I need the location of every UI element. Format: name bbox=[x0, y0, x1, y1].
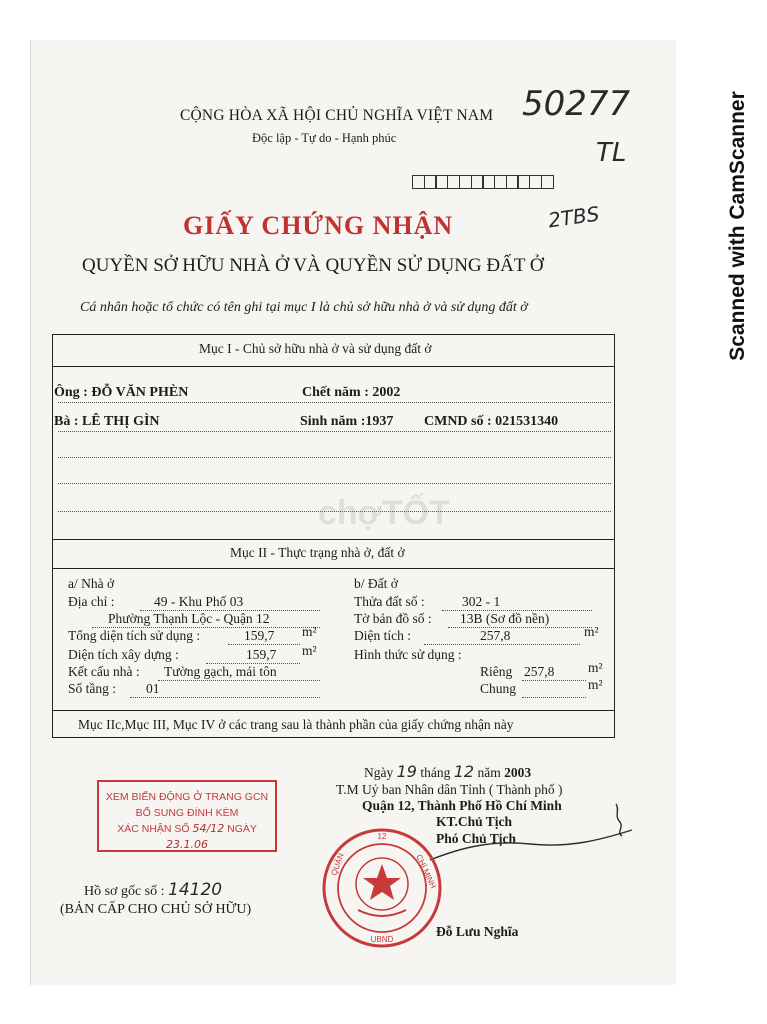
house-total-area-label: Tổng diện tích sử dụng : bbox=[68, 628, 201, 643]
owner-1-name: Ông : ĐỖ VĂN PHÈN bbox=[54, 385, 189, 400]
seal-bottom-text: UBND bbox=[370, 935, 394, 944]
signing-position-1: KT.Chủ Tịch bbox=[436, 814, 513, 829]
section-1-heading: Mục I - Chủ sở hữu nhà ở và sử dụng đất ở bbox=[199, 341, 432, 356]
serial-number-boxes bbox=[412, 175, 552, 189]
land-area-unit: m² bbox=[584, 624, 599, 639]
amendment-stamp: XEM BIẾN ĐỘNG Ở TRANG GCN BỔ SUNG ĐÍNH KÈM XÁC NHẬN SỐ 54/12 NGÀY 23.1.06 bbox=[97, 780, 277, 852]
republic-heading: CỘNG HÒA XÃ HỘI CHỦ NGHĨA VIỆT NAM bbox=[180, 107, 494, 124]
national-motto: Độc lập - Tự do - Hạnh phúc bbox=[252, 131, 397, 145]
dossier-number: 14120 bbox=[168, 880, 223, 900]
land-private-value: 257,8 bbox=[522, 664, 586, 681]
land-shared-unit: m² bbox=[588, 677, 603, 692]
owner-2-name: Bà : LÊ THỊ GÌN bbox=[54, 414, 160, 429]
house-address-label: Địa chỉ : bbox=[68, 594, 115, 609]
land-area-value: 257,8 bbox=[424, 628, 580, 645]
official-seal bbox=[320, 826, 444, 950]
signing-month: 12 bbox=[453, 762, 475, 781]
house-structure-value: Tường gạch, mái tôn bbox=[158, 664, 320, 681]
marketplace-watermark: chợTỐT bbox=[318, 494, 450, 532]
house-structure-label: Kết cấu nhà : bbox=[68, 664, 140, 679]
signing-position-2: Phó Chủ Tịch bbox=[436, 831, 517, 846]
house-address-value: 49 - Khu Phố 03 bbox=[140, 594, 320, 611]
land-shared-label: Chung bbox=[480, 681, 517, 696]
certificate-title: GIẤY CHỨNG NHẬN bbox=[183, 211, 454, 240]
land-private-unit: m² bbox=[588, 660, 603, 675]
signer-name: Đỗ Lưu Nghĩa bbox=[436, 924, 519, 939]
land-map-value: 13B (Sơ đồ nền) bbox=[448, 611, 592, 628]
signature-scribble bbox=[420, 800, 640, 870]
land-area-label: Diện tích : bbox=[354, 628, 411, 643]
owner-2-birth: Sinh năm :1937 bbox=[300, 414, 394, 429]
signing-day: 19 bbox=[396, 762, 417, 781]
house-title: a/ Nhà ở bbox=[68, 576, 115, 591]
signing-district: Quận 12, Thành Phố Hồ Chí Minh bbox=[362, 798, 562, 813]
land-map-label: Tờ bản đồ số : bbox=[354, 611, 432, 626]
house-built-area-label: Diện tích xây dựng : bbox=[68, 647, 179, 662]
owner-2-id: CMND số : 021531340 bbox=[424, 414, 559, 429]
land-title: b/ Đất ở bbox=[354, 576, 398, 591]
dossier-number-label: Hồ sơ gốc số : 14120 bbox=[84, 880, 223, 900]
handwritten-code-1: TL bbox=[596, 138, 627, 168]
land-usage-label: Hình thức sử dụng : bbox=[354, 647, 462, 662]
scanner-watermark: Scanned with CamScanner bbox=[726, 91, 749, 361]
footer-note: Mục IIc,Mục III, Mục IV ở các trang sau là thành phần của giấy chứng nhận này bbox=[78, 717, 514, 732]
owner-1-status: Chết năm : 2002 bbox=[302, 385, 401, 400]
house-floors-label: Số tầng : bbox=[68, 681, 117, 696]
seal-left-text: QUẬN bbox=[329, 851, 346, 877]
land-private-label: Riêng bbox=[480, 664, 513, 679]
house-total-area-unit: m² bbox=[302, 624, 317, 639]
house-address-line2: Phường Thạnh Lộc - Quận 12 bbox=[92, 611, 320, 628]
signing-year: 2003 bbox=[504, 765, 532, 780]
house-built-area-unit: m² bbox=[302, 643, 317, 658]
signing-authority: T.M Uỷ ban Nhân dân Tỉnh ( Thành phố ) bbox=[336, 782, 563, 797]
house-floors-value: 01 bbox=[130, 681, 320, 698]
handwritten-code-2: 2TBS bbox=[546, 201, 601, 233]
signing-date: Ngày 19 tháng 12 năm 2003 bbox=[364, 762, 532, 781]
land-parcel-label: Thửa đất số : bbox=[354, 594, 425, 609]
seal-top-text: 12 bbox=[377, 832, 387, 841]
certificate-statement: Cá nhân hoặc tổ chức có tên ghi tại mục I là chủ sở hữu nhà ở và sử dụng đất ở bbox=[80, 300, 528, 315]
handwritten-number: 50277 bbox=[522, 84, 631, 124]
certificate-subtitle: QUYỀN SỞ HỮU NHÀ Ở VÀ QUYỀN SỬ DỤNG ĐẤT Ở bbox=[82, 255, 544, 276]
copy-note: (BẢN CẤP CHO CHỦ SỞ HỮU) bbox=[60, 902, 252, 917]
section-2-heading: Mục II - Thực trạng nhà ở, đất ở bbox=[230, 545, 405, 560]
house-total-area-value: 159,7 bbox=[228, 628, 300, 645]
land-parcel-value: 302 - 1 bbox=[442, 594, 592, 611]
house-built-area-value: 159,7 bbox=[206, 647, 300, 664]
seal-right-text: CHÍ MINH bbox=[414, 853, 438, 890]
